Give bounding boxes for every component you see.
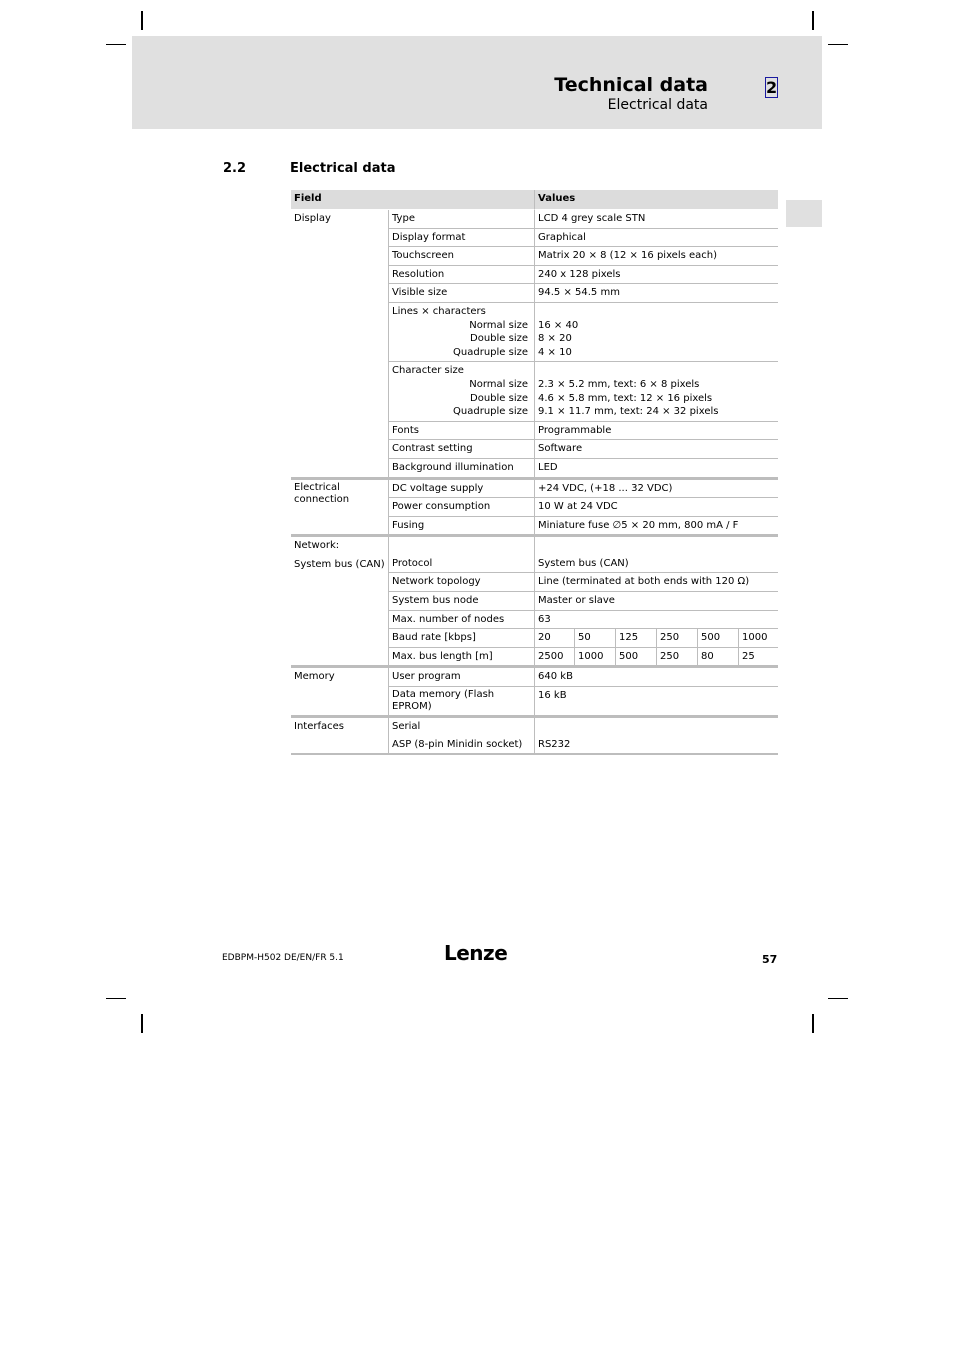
group-label-line: connection xyxy=(294,493,350,505)
crop-mark xyxy=(106,44,126,45)
bus-length-value: 1000 xyxy=(574,648,615,669)
field-name: User program xyxy=(388,668,534,687)
group-label-line: Electrical xyxy=(294,481,340,493)
field-value: 10 W at 24 VDC xyxy=(534,498,778,517)
field-value: 640 kB xyxy=(534,668,778,687)
field-name: Protocol xyxy=(388,555,534,574)
table-row xyxy=(291,668,778,687)
table-row xyxy=(291,537,778,555)
chapter-side-tab xyxy=(786,200,822,227)
field-value: 16 kB xyxy=(534,687,778,718)
page-number: 57 xyxy=(762,953,778,966)
field-name: Background illumination xyxy=(388,459,534,480)
normal-size-value: 16 × 40 xyxy=(538,319,579,331)
group-display: Display xyxy=(291,210,388,480)
table-row xyxy=(291,718,778,736)
field-name: DC voltage supply xyxy=(388,480,534,499)
field-name: Display format xyxy=(388,229,534,248)
quadruple-size-label: Quadruple size xyxy=(453,406,529,418)
baud-value: 250 xyxy=(656,629,697,648)
table-row xyxy=(291,480,778,499)
crop-mark xyxy=(141,11,143,30)
field-name: Contrast setting xyxy=(388,440,534,459)
field-value: Matrix 20 × 8 (12 × 16 pixels each) xyxy=(534,247,778,266)
group-network xyxy=(291,537,388,668)
header-band xyxy=(132,36,822,129)
header-field: Field xyxy=(291,190,534,210)
double-size-label: Double size xyxy=(470,392,529,404)
bus-length-value: 2500 xyxy=(534,648,574,669)
field-value: Master or slave xyxy=(534,592,778,611)
field-name: System bus node xyxy=(388,592,534,611)
field-value: 94.5 × 54.5 mm xyxy=(534,284,778,303)
quadruple-size-value: 4 × 10 xyxy=(538,346,572,358)
bus-length-value: 80 xyxy=(697,648,738,669)
field-value-blank xyxy=(534,537,778,555)
charsize-label: Character size xyxy=(392,365,464,377)
crop-mark xyxy=(828,998,848,999)
baud-value: 500 xyxy=(697,629,738,648)
group-memory: Memory xyxy=(291,668,388,718)
field-name-line: Data memory (Flash xyxy=(392,689,495,701)
field-name: Baud rate [kbps] xyxy=(388,629,534,648)
crop-mark xyxy=(812,11,814,30)
field-value: Graphical xyxy=(534,229,778,248)
field-value: Programmable xyxy=(534,422,778,441)
field-value-charsize xyxy=(534,362,778,421)
field-name: Type xyxy=(388,210,534,229)
field-name-lines xyxy=(388,303,534,362)
field-value: 240 x 128 pixels xyxy=(534,266,778,285)
field-name: Serial xyxy=(388,718,534,736)
field-name: Network topology xyxy=(388,573,534,592)
field-name: Fonts xyxy=(388,422,534,441)
header-values: Values xyxy=(534,190,778,210)
crop-mark xyxy=(141,1014,143,1033)
field-name: Max. number of nodes xyxy=(388,611,534,630)
header-title: Technical data xyxy=(554,74,708,96)
bus-length-value: 250 xyxy=(656,648,697,669)
field-value: LCD 4 grey scale STN xyxy=(534,210,778,229)
field-value: RS232 xyxy=(534,736,778,756)
double-size-value: 8 × 20 xyxy=(538,333,572,345)
baud-value: 20 xyxy=(534,629,574,648)
bus-length-value: 25 xyxy=(738,648,778,669)
group-label-line: Network: xyxy=(294,540,340,552)
field-value: LED xyxy=(534,459,778,480)
field-name: Max. bus length [m] xyxy=(388,648,534,669)
normal-size-value: 2.3 × 5.2 mm, text: 6 × 8 pixels xyxy=(538,378,700,390)
field-name-line: EPROM) xyxy=(392,701,432,713)
field-value: Software xyxy=(534,440,778,459)
field-value: +24 VDC, (+18 ... 32 VDC) xyxy=(534,480,778,499)
baud-value: 50 xyxy=(574,629,615,648)
field-name: Touchscreen xyxy=(388,247,534,266)
baud-value: 125 xyxy=(615,629,656,648)
double-size-label: Double size xyxy=(470,333,529,345)
group-label-line: System bus (CAN) xyxy=(294,558,385,570)
field-name-charsize xyxy=(388,362,534,421)
field-name: Power consumption xyxy=(388,498,534,517)
crop-mark xyxy=(828,44,848,45)
baud-value: 1000 xyxy=(738,629,778,648)
chapter-number-badge: 2 xyxy=(766,78,778,97)
table-row xyxy=(291,210,778,229)
quadruple-size-label: Quadruple size xyxy=(453,346,529,358)
field-name: Visible size xyxy=(388,284,534,303)
field-value: Line (terminated at both ends with 120 Ω) xyxy=(534,573,778,592)
field-value-blank xyxy=(534,718,778,736)
table-header-row xyxy=(291,190,778,210)
section-number: 2.2 xyxy=(223,161,247,176)
lenze-logo: Lenze xyxy=(444,941,508,965)
header-subtitle: Electrical data xyxy=(607,97,708,113)
normal-size-label: Normal size xyxy=(469,378,529,390)
double-size-value: 4.6 × 5.8 mm, text: 12 × 16 pixels xyxy=(538,392,713,404)
lines-label: Lines × characters xyxy=(392,305,486,317)
section-title: Electrical data xyxy=(290,161,396,176)
field-value: System bus (CAN) xyxy=(534,555,778,574)
field-name: Fusing xyxy=(388,517,534,538)
group-electrical-connection xyxy=(291,480,388,538)
crop-mark xyxy=(812,1014,814,1033)
normal-size-label: Normal size xyxy=(469,319,529,331)
field-value: Miniature fuse ∅5 × 20 mm, 800 mA / F xyxy=(534,517,778,538)
electrical-data-table xyxy=(291,190,778,755)
group-interfaces: Interfaces xyxy=(291,718,388,755)
bus-length-value: 500 xyxy=(615,648,656,669)
field-name: Resolution xyxy=(388,266,534,285)
document-code: EDBPM-H502 DE/EN/FR 5.1 xyxy=(222,953,344,963)
field-value-lines xyxy=(534,303,778,362)
quadruple-size-value: 9.1 × 11.7 mm, text: 24 × 32 pixels xyxy=(538,406,719,418)
field-value: 63 xyxy=(534,611,778,630)
field-name-data-memory xyxy=(388,687,534,718)
crop-mark xyxy=(106,998,126,999)
field-name: ASP (8-pin Minidin socket) xyxy=(388,736,534,756)
field-name-blank xyxy=(388,537,534,555)
